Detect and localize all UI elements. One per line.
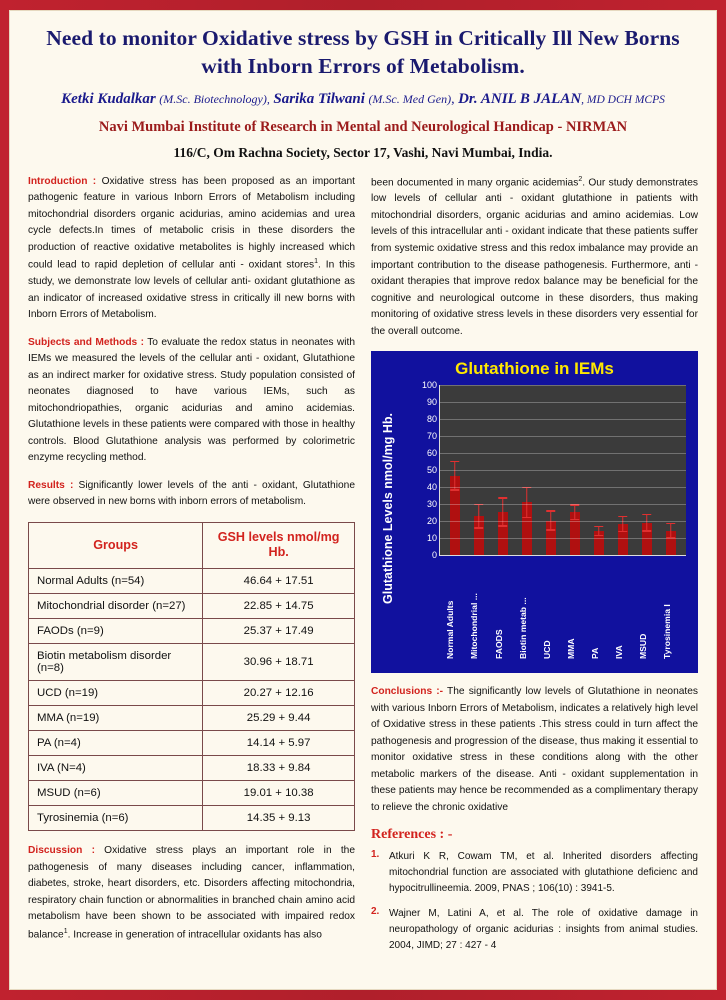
conclusions-text: The significantly low levels of Glutathione in neonates with various Inborn Errors of Metabolism, indicates a relatively high level of Oxidative stress in these patients .This stress could in turn affect the pathogenesis and progression of the disease, thus making it essential to monitor oxidative stress in these conditions along with the other metabolic markers of the disease. Anti - oxidant supplementation in these patients may hence be recommended as a complimentary therapy to relieve the chronic oxidative [371, 686, 698, 813]
chart-x-tick: MMA [565, 638, 576, 660]
chart-y-tick: 40 [426, 482, 437, 493]
chart-x-tick-labels [439, 559, 686, 659]
chart-gridline [440, 453, 686, 454]
chart-x-tick: IVA [614, 645, 625, 660]
chart-x-tick: FAODS [493, 629, 504, 660]
author-separator: , [451, 92, 455, 108]
cell-value: 14.14 + 5.97 [203, 731, 355, 756]
author-2-name: Sarika Tilwani [273, 91, 365, 108]
chart-x-tick: Tyrosinemia I [662, 604, 673, 660]
cell-group: MMA (n=19) [29, 706, 203, 731]
cell-group: MSUD (n=6) [29, 781, 203, 806]
reference-number: 2. [371, 906, 380, 918]
column-header-groups: Groups [29, 522, 203, 568]
author-3-name: Dr. ANIL B JALAN [458, 91, 582, 108]
cell-value: 46.64 + 17.51 [203, 569, 355, 594]
cell-group: IVA (N=4) [29, 756, 203, 781]
chart-gridline [440, 385, 686, 386]
chart-error-bar [646, 514, 648, 532]
cell-group: Normal Adults (n=54) [29, 569, 203, 594]
author-1-name: Ketki Kudalkar [61, 91, 156, 108]
chart-y-tick: 20 [426, 516, 437, 527]
table-row [29, 569, 355, 594]
table-header-row [29, 522, 355, 568]
reference-item [371, 906, 698, 954]
chart-gridline [440, 504, 686, 505]
discussion-continued [371, 174, 698, 341]
table-row [29, 706, 355, 731]
table-row [29, 681, 355, 706]
methods-section [28, 335, 355, 467]
chart-plot-area [417, 380, 686, 665]
chart-gridline [440, 521, 686, 522]
cell-group: Biotin metabolism disorder (n=8) [29, 644, 203, 681]
table-row [29, 619, 355, 644]
chart-y-tick: 50 [426, 465, 437, 476]
column-header-gsh-levels: GSH levels nmol/mg Hb. [203, 522, 355, 568]
cell-value: 25.37 + 17.49 [203, 619, 355, 644]
page-title: Need to monitor Oxidative stress by GSH in Critically Ill New Borns with Inborn Errors of Metabolism. [46, 26, 680, 78]
chart-y-tick: 100 [421, 380, 437, 391]
chart-gridline [440, 538, 686, 539]
reference-number: 1. [371, 849, 380, 861]
chart-y-tick: 10 [426, 533, 437, 544]
cell-group: PA (n=4) [29, 731, 203, 756]
cell-value: 20.27 + 12.16 [203, 681, 355, 706]
chart-y-tick: 30 [426, 499, 437, 510]
author-2-degrees: (M.Sc. Med Gen) [368, 92, 452, 107]
author-list [28, 90, 698, 110]
cell-value: 30.96 + 18.71 [203, 644, 355, 681]
chart-gridline [440, 402, 686, 403]
reference-text: Wajner M, Latini A, et al. The role of oxidative damage in neuropathology of organic acidurias : insights from animal studies. 2004, JIMD; 27 : 427 - 4 [389, 908, 698, 952]
table-row [29, 731, 355, 756]
chart-y-tick: 60 [426, 448, 437, 459]
table-row [29, 806, 355, 831]
chart-gridline [440, 419, 686, 420]
cell-value: 19.01 + 10.38 [203, 781, 355, 806]
references-heading: References : - [371, 827, 453, 843]
discussion-text-2: . Increase in generation of intracellular oxidants has also [67, 929, 322, 941]
chart-error-bar [526, 487, 528, 519]
chart-y-axis-label: Glutathione Levels nmol/mg Hb. [381, 413, 396, 605]
chart-error-bar [502, 497, 504, 527]
chart-bars-region [439, 385, 686, 556]
discussion-citation: 1 [63, 927, 68, 935]
cell-value: 22.85 + 14.75 [203, 594, 355, 619]
results-text: Significantly lower levels of the anti - oxidant, Glutathione were observed in new borns with inborn errors of metabolism. [28, 479, 355, 508]
chart-x-tick: PA [589, 647, 600, 660]
cell-group: Mitochondrial disorder (n=27) [29, 594, 203, 619]
institute-affiliation: Navi Mumbai Institute of Research in Mental and Neurological Handicap - NIRMAN [98, 118, 628, 135]
chart-error-bar [622, 516, 624, 533]
introduction-text-2: . In this study, we demonstrate low levels of cellular anti- oxidant glutathione as an indicator of increased oxidative stress in critically ill new borns with Inborn Errors of Metabolism. [28, 259, 355, 321]
chart-x-tick: Mitochondrial ... [469, 593, 480, 660]
introduction-citation: 1 [314, 258, 319, 266]
chart-error-bar [598, 526, 600, 536]
chart-y-tick: 0 [431, 550, 437, 561]
table-row [29, 781, 355, 806]
author-3-degrees: , MD DCH MCPS [581, 94, 665, 107]
glutathione-chart [371, 351, 698, 673]
conclusions-label: Conclusions :- [371, 686, 444, 698]
discussion-label: Discussion : [28, 845, 95, 857]
chart-error-bar [478, 504, 480, 529]
chart-error-bar [574, 504, 576, 520]
results-section [28, 478, 355, 511]
reference-text: Atkuri K R, Cowam TM, et al. Inherited disorders affecting mitochondrial function are associated with glutathione deficienc and hypocitrullineemia. 2009, PNAS ; 106(10) : 3941-5. [389, 851, 698, 895]
discussion-text: Oxidative stress plays an important role in the pathogenesis of many diseases including cancer, inflammation, diabetes, stroke, heart disorders, etc. Disorders affecting mitochondria, respiratory chain function or abnormalities in branched chain amino acid metabolism have been shown to be associated with impaired redox balance [28, 845, 355, 941]
right-column [371, 174, 698, 964]
cell-group: UCD (n=19) [29, 681, 203, 706]
discussion-continued-text-2: . Our study demonstrates low levels of cellular anti - oxidant glutathione in patients with mitochondrial disorders, organic acidurias and amino acidemias. Low levels of this intracellular anti - oxidant indicate that these patients suffer from systemic oxidative stress and this redox imbalance may provide an important contribution to the disease pathogenesis. Furthermore, anti - oxidant therapies that improve redox balance may be beneficial for the cognitive and neurological outcome in these disorders, thus making monitoring of oxidative stress levels in these disorders very essential for the overall outcome. [371, 176, 698, 337]
discussion-section [28, 843, 355, 943]
conclusions-section [371, 684, 698, 816]
methods-text: To evaluate the redox status in neonates with IEMs we measured the levels of the cellular anti - oxidant, Glutathione as an indirect marker for oxidative stress. Study population consisted of neonates diagnosed to have various IEMs, such as mitochondriopathies, organic acidurias and amino acidemias. Glutathione levels in these patients were compared with those in healthy controls. Blood Glutathione analysis was performed by colorimetric enzyme recycling method. [28, 336, 355, 464]
chart-y-tick: 80 [426, 414, 437, 425]
cell-value: 14.35 + 9.13 [203, 806, 355, 831]
table-row [29, 594, 355, 619]
chart-y-tick: 70 [426, 431, 437, 442]
discussion-continued-citation: 2 [578, 175, 583, 183]
cell-group: FAODs (n=9) [29, 619, 203, 644]
reference-item [371, 849, 698, 897]
chart-x-tick: UCD [541, 640, 552, 660]
cell-group: Tyrosinemia (n=6) [29, 806, 203, 831]
chart-x-tick: Biotin metab ... [517, 597, 528, 660]
chart-y-tick-labels [417, 380, 437, 561]
content-columns [28, 174, 698, 964]
author-1-degrees: (M.Sc. Biotechnology), [159, 92, 270, 107]
left-column [28, 174, 355, 964]
table-row [29, 644, 355, 681]
chart-y-tick: 90 [426, 397, 437, 408]
poster-sheet [9, 10, 717, 990]
gsh-levels-table [28, 522, 355, 831]
table-body [29, 569, 355, 831]
discussion-continued-text: been documented in many organic acidemias [371, 176, 579, 188]
chart-gridline [440, 470, 686, 471]
chart-x-tick: Normal Adults [445, 600, 456, 660]
methods-label: Subjects and Methods : [28, 336, 145, 348]
chart-error-bar [670, 523, 672, 539]
cell-value: 25.29 + 9.44 [203, 706, 355, 731]
introduction-text: Oxidative stress has been proposed as an important pathogenic feature in various Inborn Errors of Metabolism including mitochondrial disorders organic acidurias, amino acidemias and urea cycle defects.In times of metabolic crisis in these disorders the production of reactive oxidative metabolites is highly increased which could lead to rapid depletion of cellular anti - oxidant stores [28, 175, 355, 271]
introduction-section [28, 174, 355, 324]
introduction-label: Introduction : [28, 175, 97, 187]
chart-gridline [440, 436, 686, 437]
chart-x-tick: MSUD [638, 633, 649, 660]
table-row [29, 756, 355, 781]
chart-title: Glutathione in IEMs [455, 359, 614, 379]
institute-address: 116/C, Om Rachna Society, Sector 17, Vashi, Navi Mumbai, India. [173, 144, 553, 160]
results-label: Results : [28, 479, 74, 491]
chart-gridline [440, 487, 686, 488]
chart-inner [377, 380, 692, 665]
cell-value: 18.33 + 9.84 [203, 756, 355, 781]
